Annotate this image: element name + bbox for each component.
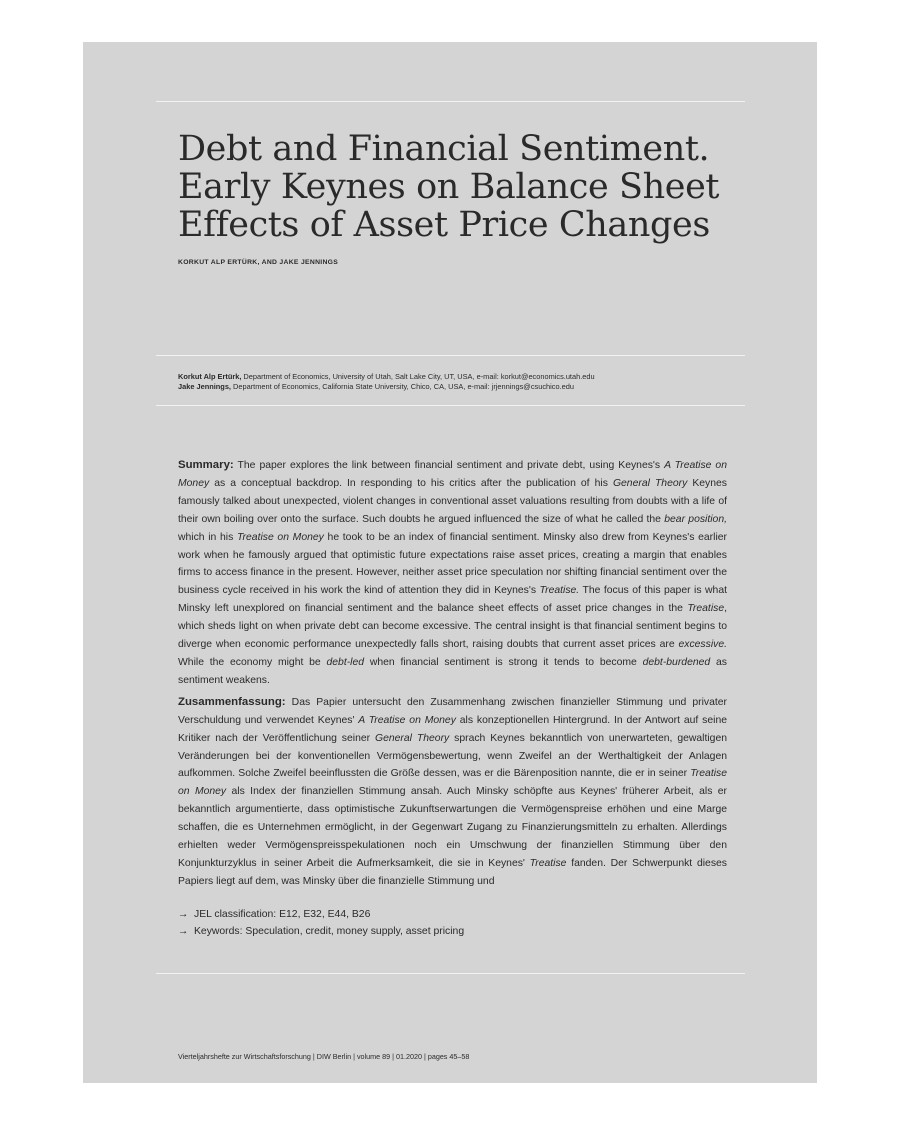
summary-text: , which sheds light on when private debt can become excessive. The central insight is that financial sentiment begins to diverge when economic performance unexpectedly falls short, raising doubts that current asset prices are [178,603,727,651]
summary-italic: debt-led [326,656,365,668]
summary-italic: debt-burdened [642,656,711,668]
summary-italic: Treatise. [539,585,580,597]
summary-text: when financial sentiment is strong it tends to become [364,656,643,668]
journal-footer: Vierteljahrshefte zur Wirtschaftsforschung | DIW Berlin | volume 89 | 01.2020 | pages 45–58 [178,1052,470,1061]
title-line: Effects of Asset Price Changes [178,205,710,245]
affiliations [178,372,778,392]
summary-text: he took to be an index of financial sentiment. Minsky also drew from Keynes's earlier work when he famously argued that optimistic future expectations raise asset prices, creating a margin that enables firms to access finance in the present. However, neither asset price speculation nor shifting financial sentiment over the business cycle received in his work the kind of attention they did in Keynes's [178,531,728,597]
affiliation-name: Jake Jennings, [178,382,231,391]
keywords-line [178,923,464,940]
summary-text: which in his [178,531,237,543]
summary-italic: excessive. [678,639,727,651]
arrow-right-icon: → [178,909,189,920]
keywords: Keywords: Speculation, credit, money supply, asset pricing [194,926,465,937]
summary-text: The focus of this paper is what Minsky left unexplored on financial sentiment and the balance sheet effects of asset price changes in the [178,585,727,615]
affiliation-bottom-rule [156,405,745,406]
zusammenfassung-italic: A Treatise on Money [358,714,456,726]
zusammenfassung-text: als konzeptionellen Hintergrund. In der Antwort auf seine Kritiker nach der Veröffentlichung seiner [178,714,728,744]
zusammenfassung-label: Zusammenfassung: [178,695,286,708]
summary-text: as a conceptual backdrop. In responding to his critics after the publication of his [209,477,613,489]
summary-text: The paper explores the link between financial sentiment and private debt, using Keynes's [233,460,665,471]
author-list: KORKUT ALP ERTÜRK, AND JAKE JENNINGS [178,259,339,266]
jel-classification: JEL classification: E12, E32, E44, B26 [194,909,371,920]
title-line: Debt and Financial Sentiment. [178,129,710,169]
affiliation-text: Department of Economics, California State University, Chico, CA, USA, e-mail: jrjennings@csuchico.edu [231,382,574,391]
abstract [178,457,727,891]
affiliation-line [178,372,778,382]
summary-text: Keynes famously talked about unexpected, violent changes in conventional asset valuations resulting from doubts with a life of their own boiling over onto the surface. Such doubts he argued influenced the size of what he called the [178,477,727,525]
zusammenfassung-text: sprach Keynes bekanntlich von unerwarteten, gewaltigen Veränderungen bei der konventionellen Vermögensbewertung, wenn Zweifel an der Werthaltigkeit der Anlagen aufkommen. Solche Zweifel beeinflussten die Größe dessen, was er die Bärenposition nannte, die er in seiner [178,732,728,780]
journal-page [83,42,817,1083]
paper-title [178,130,738,244]
summary-text: as sentiment weakens. [178,656,727,686]
zusammenfassung-paragraph [178,694,727,891]
zusammenfassung-italic: General Theory [375,732,450,744]
classification-block [178,906,464,940]
top-rule [156,101,745,102]
arrow-right-icon: → [178,926,189,937]
zusammenfassung-text: als Index der finanziellen Stimmung ansah. Auch Minsky schöpfte aus Keynes' früherer Arbeit, als er bekanntlich argumentierte, dass optimistische Zukunftserwartungen die Vermögenspreise erhöhen und eine Marge schaffen, die es Unternehmen ermöglicht, in der Gegenwart Zugang zu Finanzierungsmitteln zu erhalten. Allerdings erhielten weder Vermögenspreisspekulationen noch ein Umschwung der finanziellen Stimmung über den Konjunkturzyklus in seiner Arbeit die Aufmerksamkeit, die sie in Keynes' [178,786,728,869]
affiliation-line [178,382,778,392]
summary-italic: Treatise on Money [236,531,324,543]
summary-italic: bear position, [664,513,728,525]
zusammenfassung-text: Das Papier untersucht den Zusammenhang zwischen finanzieller Stimmung und privater Verschuldung und verwendet Keynes' [178,696,727,726]
summary-italic: General Theory [612,477,688,489]
affiliation-text: Department of Economics, University of Utah, Salt Lake City, UT, USA, e-mail: korkut@economics.utah.edu [241,372,595,381]
affiliation-name: Korkut Alp Ertürk, [178,372,242,381]
zusammenfassung-text: fanden. Der Schwerpunkt dieses Papiers liegt auf dem, was Minsky über die finanzielle Stimmung und [178,857,727,887]
summary-paragraph [178,457,727,690]
affiliation-top-rule [156,355,745,356]
zusammenfassung-italic: Treatise [529,857,567,869]
summary-label: Summary: [178,459,234,471]
summary-text: While the economy might be [178,656,327,668]
summary-italic: Treatise [687,603,725,615]
title-line: Early Keynes on Balance Sheet [178,167,720,207]
jel-line [178,906,464,923]
bottom-rule [156,973,745,974]
summary-italic: A Treatise on Money [178,460,727,489]
zusammenfassung-italic: Treatise on Money [178,768,727,798]
